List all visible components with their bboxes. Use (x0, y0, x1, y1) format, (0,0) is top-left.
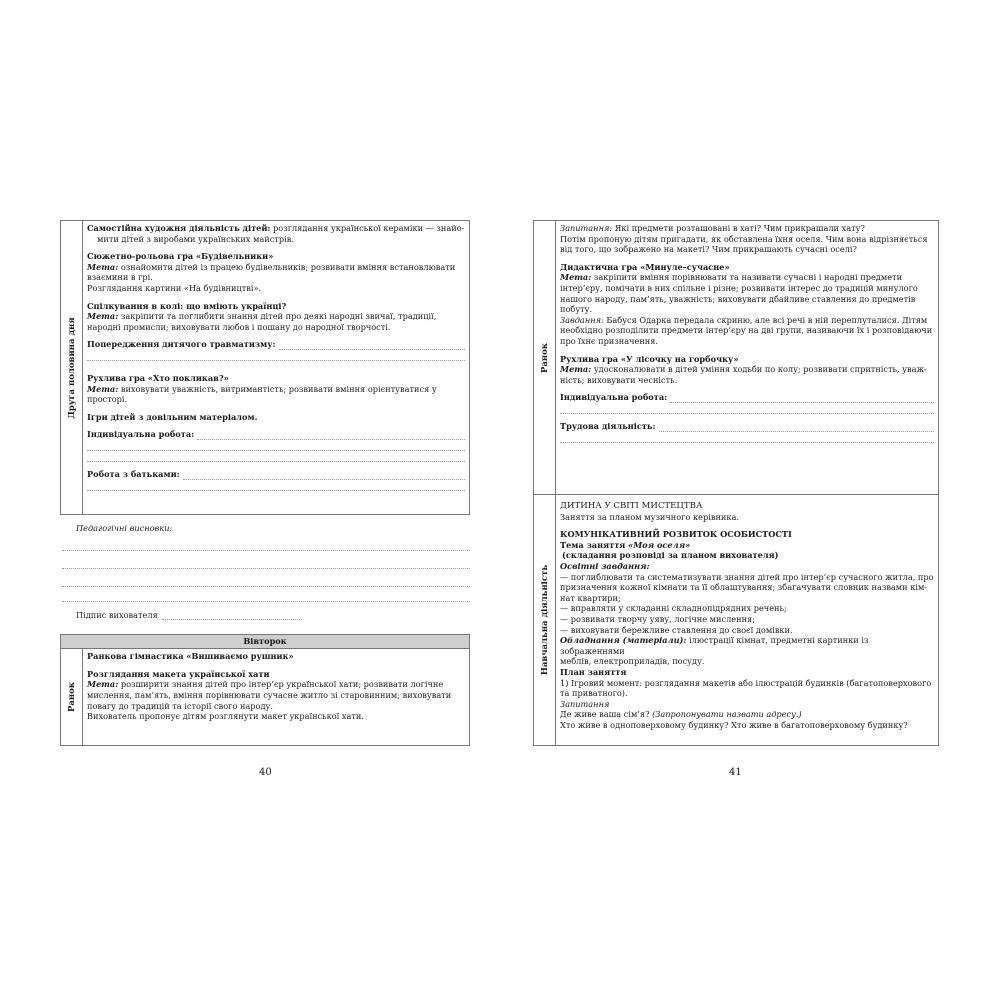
task-4: — виховувати бережливе ставлення до своєї домівки. (560, 624, 793, 635)
fox-title: Рухлива гра «У лісочку на горбочку» (560, 353, 739, 364)
questions-p1: Потім пропоную дітям пригадати, як обставлена їхня оселя. Чим вона відрізняється (560, 233, 928, 244)
morning-block-right (533, 220, 939, 495)
morning-block-left (60, 649, 470, 746)
builders-title: Сюжетно-рольова гра «Будівельники» (87, 251, 274, 262)
task-3: — розвивати творчу уяву, логічне мислення; (560, 613, 755, 624)
fox-goal2: ність; виховувати чесність. (560, 374, 678, 385)
model-extra: Вихователь пропонує дітям розглянути макет української хати. (87, 711, 364, 722)
injury-field: Попередження дитячого травматизму: (87, 339, 465, 350)
circle-goal: Мета: закріпити та поглибити знання дітей про деякі народні звичаї, традиції, (87, 311, 437, 322)
edu-tasks-label: Освітні завдання: (560, 560, 650, 571)
morning-content-left (83, 649, 469, 745)
builders-goal: Мета: ознайомити дітей із працею будівельників; розвивати вміння встановлювати (87, 261, 456, 272)
circle-goal2: народні промисли; виховувати любов і пошану до народної творчості. (87, 321, 391, 332)
labor-field: Трудова діяльність: (560, 421, 934, 432)
afternoon-content (83, 221, 469, 514)
individual-field-left: Індивідуальна робота: (87, 429, 465, 440)
art-title: ДИТИНА У СВІТІ МИСТЕЦТВА (560, 501, 703, 511)
question-b: Хто живе в одноповерховому будинку? Хто живе в багатоповерховому будинку? (560, 719, 908, 730)
day-header: Вівторок (60, 634, 470, 649)
task-1c: нат квартири; (560, 592, 621, 603)
circle-title: Спілкування в колі: що вміють українці? (87, 300, 287, 311)
individual-field-right: Індивідуальна робота: (560, 392, 934, 403)
fox-goal: Мета: удосконалювати в дітей уміння ходьби по колу; розвивати спритність, уваж- (560, 364, 927, 375)
mobile-game-goal: Мета: виховувати уважність, витримантість; розвивати вміння орієнтуватися у просторі. (87, 383, 437, 405)
didactic-goal2: інтер’єру, помічати в них спільне і різне; розвивати інтерес до традицій минулого (560, 282, 918, 293)
free-games: Ігри дітей з довільним матеріалом. (87, 411, 258, 422)
plan-title: План заняття (560, 666, 627, 677)
didactic-task3: про їхнє призначення. (560, 335, 659, 346)
didactic-goal: Мета: закріпити вміння порівнювати та називати сучасні і народні предмети (560, 272, 903, 283)
questions-p2: від того, що зображено на макеті? Чим прикрашають сучасні оселі? (560, 244, 857, 255)
plan-1a: 1) Ігровий момент: розглядання макетів або ілюстрацій будинків (багатоповерхового (560, 677, 932, 688)
page-right (533, 220, 939, 746)
page-number-right: 41 (729, 767, 742, 778)
didactic-title: Дидактична гра «Минуле–сучасне» (560, 261, 730, 272)
learning-block (533, 495, 939, 746)
didactic-goal3: нашого народу, пам’ять, уважність; виховувати дбайливе ставлення до предметів (560, 293, 916, 304)
comm-title: КОМУНІКАТИВНИЙ РОЗВИТОК ОСОБИСТОСТІ (560, 529, 792, 540)
learning-content (556, 495, 938, 745)
model-goal3: повагу до традицій та історії свого народу. (87, 700, 273, 711)
independent-art-line2: мити дітей з виробами українських майстрів. (97, 233, 294, 244)
side-label-afternoon: Друга половина дня (61, 221, 83, 514)
side-label-morning-left: Ранок (61, 649, 83, 745)
questions-title: Запитання (560, 698, 610, 709)
afternoon-block (60, 220, 470, 515)
signature-field: Підпис вихователя (76, 610, 470, 620)
conclusions-section (60, 523, 470, 602)
art-sub: Заняття за планом музичного керівника. (560, 511, 739, 522)
page-left (60, 220, 470, 746)
question-a: Де живе ваша сім’я? (Запропонувати назвати адресу.) (560, 709, 802, 720)
didactic-goal4: побуту. (560, 304, 593, 315)
didactic-task: Завдання: Бабуся Одарка передала скриню, але всі речі в ній переплуталися. Дітям (560, 314, 928, 325)
task-2: — вправляти у складанні складнопідрядних речень; (560, 603, 787, 614)
equipment-line: Обладнання (матеріали): ілюстрації кімнат, предметні картинки із зображеннями (560, 635, 869, 656)
independent-art-line1: Самостійна художня діяльність дітей: розглядання української кераміки — знайо- (87, 223, 465, 233)
parents-field: Робота з батьками: (87, 469, 465, 480)
task-1b: призначення кожної кімнати та її облаштування; збагачувати словник назвами кім- (560, 582, 928, 593)
morning-content-right (556, 221, 938, 494)
model-title: Розглядання макета української хати (87, 668, 270, 679)
builders-extra: Розглядання картини «На будівництві». (87, 282, 262, 293)
task-1a: — поглиблювати та систематизувати знання дітей про інтер’єр сучасного житла, про (560, 571, 934, 582)
plan-1b: та приватного). (560, 688, 628, 699)
side-label-learning: Навчальна діяльність (534, 495, 556, 745)
questions-line: Запитання: Які предмети розташовані в хаті? Чим прикрашали хату? (560, 223, 865, 233)
didactic-task2: необхідно розподілити предмети інтер’єру на дві групи, називаючи їх і розповідаючи (560, 325, 933, 336)
side-label-morning-right: Ранок (534, 221, 556, 494)
topic-line: Тема заняття «Моя оселя» (560, 539, 691, 550)
model-goal: Мета: розширити знання дітей про інтер’єр української хати; розвивати логічне (87, 679, 444, 690)
gymnastics-title: Ранкова гімнастика «Вишиваємо рушник» (87, 651, 294, 662)
builders-goal2: взаємини в грі. (87, 272, 153, 283)
topic-note: (складання розповіді за планом вихователя) (562, 550, 779, 561)
page-number-left: 40 (259, 767, 272, 778)
mobile-game-title: Рухлива гра «Хто покликав?» (87, 372, 229, 383)
conclusions-title: Педагогічні висновки: (76, 523, 173, 534)
model-goal2: мислення, пам’ять, вміння порівнювати сучасне житло зі старовинним; виховувати (87, 689, 452, 700)
equipment-line2: меблів, електроприладів, посуду. (560, 656, 705, 667)
